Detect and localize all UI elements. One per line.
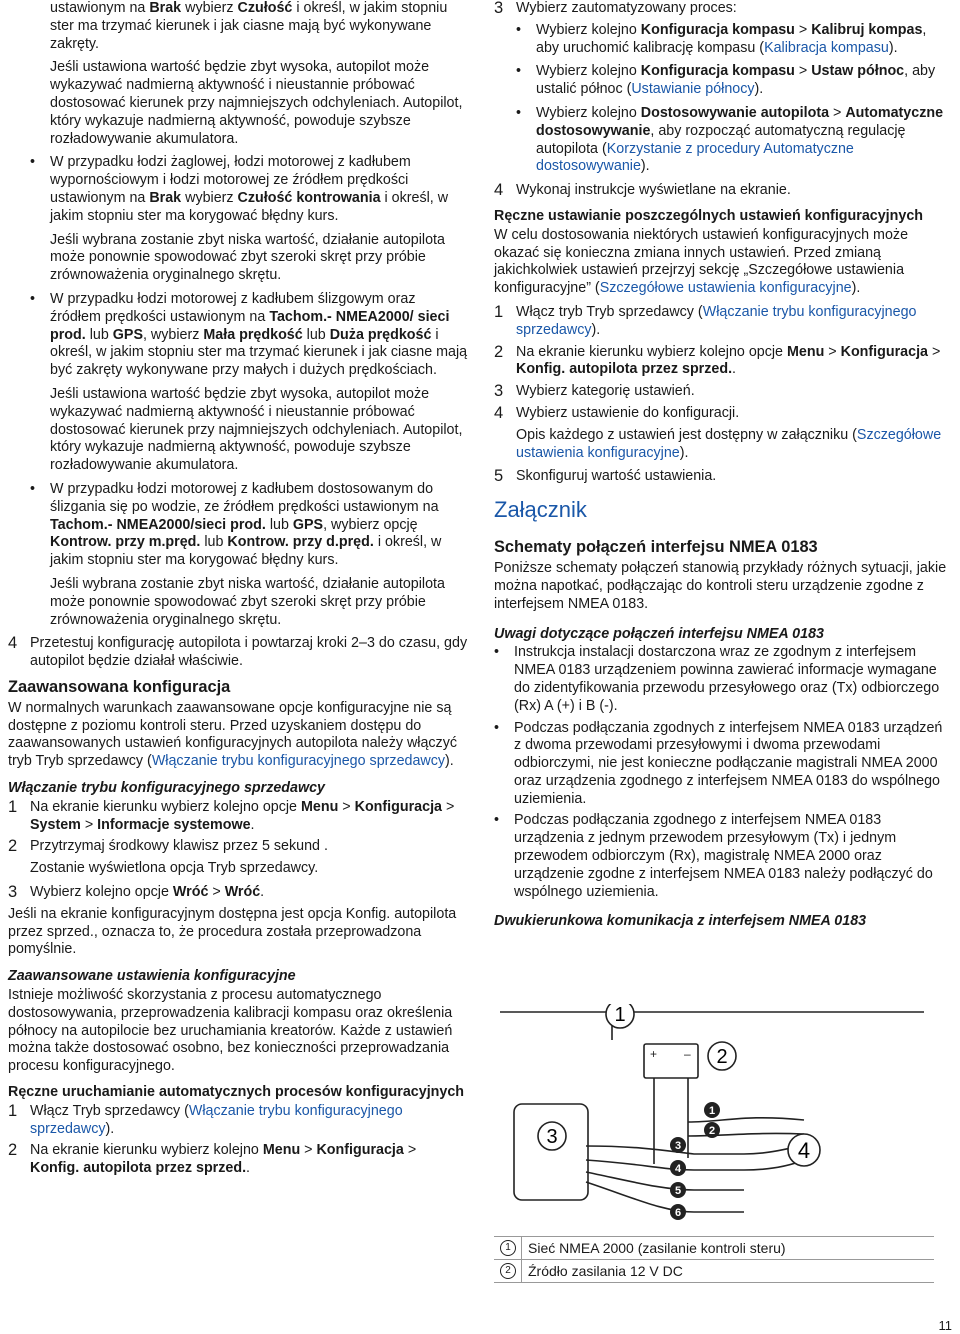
- callout-2-label: 2: [716, 1046, 728, 1068]
- helm-control-icon: [514, 1104, 588, 1200]
- step-3: 3 Wybierz kategorię ustawień.: [494, 382, 695, 401]
- page-number: 11: [938, 1318, 952, 1333]
- callout-4-label: 4: [797, 1138, 811, 1163]
- wiring-diagram: [494, 1004, 934, 1226]
- svg-text:1: 1: [708, 1105, 716, 1117]
- step-4: 4 Wykonaj instrukcje wyświetlane na ekranie.: [494, 181, 791, 200]
- link-enable-dealer-mode[interactable]: Włączanie trybu konfiguracyjnego sprzedawcy: [30, 1102, 403, 1137]
- list-item: • W przypadku łodzi żaglowej, łodzi motorowej z kadłubem wypornościowym i łodzi motorowej ze źródłem prędkości ustawionym na Brak wybierz Czułość kontrowania i określ, w jakim stopniu ster ma korygować błędny kurs.: [30, 154, 449, 224]
- list-item: • W przypadku łodzi motorowej z kadłubem ślizgowym oraz źródłem prędkości ustawionym na Tachom.- NMEA2000/ sieci prod. lub GPS, wybierz Mała prędkość lub Duża prędkość i określ, w jakim stopniu ster ma trzymać kierunek i jak ciasne mają być zakręty wykonywane przy małych i dużych prędkościach.: [30, 290, 468, 379]
- paragraph: W celu dostosowania niektórych ustawień konfiguracyjnych może okazać się konieczna zmiana innych ustawień. Przed zmianą jakichkolwiek ustawień przejrzyj sekcję „Szczegółowe ustawienia konfiguracyjne” (Szczegółowe ustawienia konfiguracyjne).: [494, 226, 909, 297]
- bullet: •: [516, 104, 522, 121]
- paragraph: Jeśli wybrana zostanie zbyt niska wartość, działanie autopilota może ponownie spowodować zbyt szeroki skręt przy próbie zrównoważenia oryginalnego skrętu.: [50, 575, 445, 628]
- step-number: 2: [8, 1141, 18, 1160]
- paragraph: Jeśli ustawiona wartość będzie zbyt wysoka, autopilot może wykazywać nadmierną aktywność i nieustannie próbować dostosować kierunek przy najmniejszych odchyleniach. Autopilot, który wykazuje nadmierną aktywność, powoduje szybsze rozładowywanie akumulatora.: [50, 385, 463, 474]
- callout-icon: 2: [500, 1263, 516, 1279]
- paragraph: Zostanie wyświetlona opcja Tryb sprzedawcy.: [30, 860, 319, 877]
- battery-minus: –: [684, 1047, 691, 1061]
- bullet: •: [516, 21, 522, 38]
- step-number: 1: [494, 302, 504, 321]
- subsection-heading: Zaawansowane ustawienia konfiguracyjne: [8, 968, 296, 985]
- svg-text:3: 3: [674, 1140, 682, 1152]
- left-column: [8, 0, 468, 1182]
- paragraph: Opis każdego z ustawień jest dostępny w załączniku (Szczegółowe ustawienia konfiguracyjne).: [516, 426, 942, 461]
- step-number: 2: [8, 837, 18, 856]
- wire-3: [586, 1146, 804, 1154]
- list-item: • W przypadku łodzi motorowej z kadłubem dostosowanym do ślizgania się po wodzie, ze źródłem prędkości ustawionym na Tachom.- NMEA2000/sieci prod. lub GPS, wybierz opcję Kontrow. przy m.pręd. lub Kontrow. przy d.pręd. i określ, w jakim stopniu ster ma korygować błędny kurs.: [30, 480, 442, 569]
- link-set-north[interactable]: Ustawianie północy: [631, 81, 755, 98]
- step-number: 5: [494, 467, 504, 486]
- step-5: 5 Skonfiguruj wartość ustawienia.: [494, 467, 717, 486]
- list-item: • Wybierz kolejno Konfiguracja kompasu > Ustaw północ, aby ustalić północ (Ustawianie północy).: [516, 63, 936, 98]
- paragraph: Istnieje możliwość skorzystania z procesu automatycznego dostosowywania, przeprowadzenia kalibracji kompasu oraz określenia północy na autopilocie bez uruchamiania kreatorów. Każde z ustawień można także dostosować osobno, bez konieczności przeprowadzania procesu konfiguracyjnego.: [8, 987, 453, 1075]
- list-item: • Instrukcja instalacji dostarczona wraz ze zgodnym z interfejsem NMEA 0183 urządzeniem powinna zawierać informacje wymagane do zidentyfikowania przewodu przesyłowego oraz (Tx) odbiorczego (Rx) A (+) i B (-).: [494, 644, 940, 714]
- svg-text:6: 6: [674, 1207, 682, 1219]
- step-1: 1 Włącz tryb Tryb sprzedawcy (Włączanie trybu konfiguracyjnego sprzedawcy).: [494, 302, 917, 338]
- subsection-heading: Uwagi dotyczące połączeń interfejsu NMEA 0183: [494, 625, 824, 642]
- paragraph: W normalnych warunkach zaawansowane opcje konfiguracyjne nie są dostępne z poziomu kontroli steru. Przed uzyskaniem dostępu do zaawansowanych ustawień konfiguracyjnych autopilota należy włączyć tryb Tryb sprzedawcy (Włączanie trybu konfiguracyjnego sprzedawcy).: [8, 699, 458, 770]
- step-2: 2 Na ekranie kierunku wybierz kolejno Menu > Konfiguracja > Konfig. autopilota przez sprzed..: [8, 1141, 417, 1177]
- paragraph: Jeśli na ekranie konfiguracyjnym dostępna jest opcja Konfig. autopilota przez sprzed., oznacza to, że procedura została przeprowadzona pomyślnie.: [8, 905, 457, 958]
- list-item: • Wybierz kolejno Konfiguracja kompasu > Kalibruj kompas, aby uruchomić kalibrację kompasu (Kalibracja kompasu).: [516, 21, 927, 56]
- appendix-heading: Załącznik: [494, 497, 587, 523]
- bullet: •: [30, 480, 36, 497]
- section-heading: Schematy połączeń interfejsu NMEA 0183: [494, 538, 818, 557]
- step-number: 3: [494, 382, 504, 401]
- step-number: 2: [494, 342, 504, 361]
- battery-plus: +: [650, 1047, 658, 1061]
- diagram-legend: [494, 1236, 934, 1283]
- step-2: 2 Przytrzymaj środkowy klawisz przez 5 sekund .: [8, 837, 328, 856]
- link-detailed-settings[interactable]: Szczegółowe ustawienia konfiguracyjne: [599, 280, 852, 297]
- step-4: 4 Przetestuj konfigurację autopilota i powtarzaj kroki 2–3 do czasu, gdy autopilot będzie działał właściwie.: [8, 634, 468, 670]
- right-column: [494, 0, 949, 932]
- paragraph: Poniższe schematy połączeń stanowią przykłady różnych sytuacji, jakie można napotkać, podłączając do kontroli steru urządzenie zgodne z interfejsem NMEA 0183.: [494, 560, 947, 612]
- wire-5: [586, 1172, 744, 1190]
- svg-text:4: 4: [674, 1163, 682, 1175]
- callout-3-label: 3: [546, 1126, 558, 1148]
- wire-1: [688, 1118, 804, 1122]
- link-detailed-settings[interactable]: Szczegółowe ustawienia konfiguracyjne: [516, 426, 942, 461]
- subsection-heading: Ręczne uruchamianie automatycznych procesów konfiguracyjnych: [8, 1084, 465, 1101]
- step-number: 3: [8, 883, 18, 902]
- list-item: • Podczas podłączania zgodnych z interfejsem NMEA 0183 urządzeń z dwoma przewodami przesyłowymi i dwoma przewodami odbiorczymi, nie jest konieczne podłączanie magistrali NMEA 2000 oraz urządzenia zgodnego z interfejsem NMEA 0183 do wspólnego uziemienia.: [494, 719, 943, 807]
- step-number: 1: [8, 797, 18, 816]
- step-3: 3 Wybierz kolejno opcje Wróć > Wróć.: [8, 883, 265, 902]
- link-enable-dealer-mode[interactable]: Włączanie trybu konfiguracyjnego sprzedawcy: [151, 753, 446, 770]
- link-enable-dealer-mode[interactable]: Włączanie trybu konfiguracyjnego sprzedawcy: [516, 303, 917, 338]
- bullet: •: [30, 154, 36, 171]
- subsection-heading: Włączanie trybu konfiguracyjnego sprzedawcy: [8, 780, 325, 797]
- bullet: •: [494, 719, 500, 736]
- paragraph: ustawionym na Brak wybierz Czułość i określ, w jakim stopniu ster ma trzymać kierunek i jak ciasne mają być wykonywane zakręty.: [50, 0, 448, 52]
- bullet: •: [494, 812, 500, 829]
- callout-1-label: 1: [614, 1004, 626, 1026]
- svg-text:5: 5: [674, 1185, 682, 1197]
- wire-6: [586, 1182, 744, 1212]
- step-2: 2 Na ekranie kierunku wybierz kolejno opcje Menu > Konfiguracja > Konfig. autopilota przez sprzed..: [494, 342, 941, 378]
- legend-text: Sieć NMEA 2000 (zasilanie kontroli steru): [528, 1240, 786, 1256]
- section-heading: Zaawansowana konfiguracja: [8, 677, 231, 696]
- legend-row: [494, 1260, 934, 1283]
- bullet: •: [30, 290, 36, 307]
- step-3: 3 Wybierz zautomatyzowany proces:: [494, 0, 737, 17]
- step-1: 1 Włącz Tryb sprzedawcy (Włączanie trybu konfiguracyjnego sprzedawcy).: [8, 1101, 403, 1137]
- legend-text: Źródło zasilania 12 V DC: [528, 1263, 683, 1279]
- step-number: 4: [494, 181, 504, 200]
- link-compass-calibration[interactable]: Kalibracja kompasu: [764, 39, 889, 56]
- step-1: 1 Na ekranie kierunku wybierz kolejno opcje Menu > Konfiguracja > System > Informacje systemowe.: [8, 797, 455, 833]
- list-item: • Wybierz kolejno Dostosowywanie autopilota > Automatyczne dostosowywanie, aby rozpocząć automatyczną regulację autopilota (Korzystanie z procedury Automatyczne dostosowywanie).: [516, 104, 944, 175]
- paragraph: Jeśli ustawiona wartość będzie zbyt wysoka, autopilot może wykazywać nadmierną aktywność i nieustannie próbować dostosować kierunek przy najmniejszych odchyleniach. Autopilot, który wykazuje nadmierną aktywność, powoduje szybsze rozładowywanie akumulatora.: [50, 59, 463, 147]
- step-4: 4 Wybierz ustawienie do konfiguracji.: [494, 403, 740, 422]
- svg-text:2: 2: [708, 1125, 716, 1137]
- diagram-title: Dwukierunkowa komunikacja z interfejsem NMEA 0183: [494, 913, 867, 930]
- bullet: •: [494, 644, 500, 661]
- link-autotune[interactable]: Korzystanie z procedury Automatyczne dostosowywanie: [536, 140, 854, 175]
- list-item: • Podczas podłączania zgodnego z interfejsem NMEA 0183 urządzenia z jednym przewodem przesyłowym (Tx) i jednym przewodem odbiorczym (Rx), magistralę NMEA 2000 oraz urządzenie zgodne z interfejsem NMEA 0183 należy podłączyć do wspólnego uziemienia.: [494, 812, 933, 900]
- paragraph: Jeśli wybrana zostanie zbyt niska wartość, działanie autopilota może ponownie spowodować zbyt szeroki skręt przy próbie zrównoważenia oryginalnego skrętu.: [50, 231, 445, 284]
- step-number: 1: [8, 1101, 18, 1120]
- wire-4: [586, 1160, 804, 1170]
- legend-row: [494, 1236, 934, 1260]
- step-number: 3: [494, 0, 504, 17]
- callout-icon: 1: [500, 1240, 516, 1256]
- bullet: •: [516, 63, 522, 80]
- step-number: 4: [494, 403, 504, 422]
- step-number: 4: [8, 634, 18, 653]
- subsection-heading: Ręczne ustawianie poszczególnych ustawień konfiguracyjnych: [494, 207, 924, 224]
